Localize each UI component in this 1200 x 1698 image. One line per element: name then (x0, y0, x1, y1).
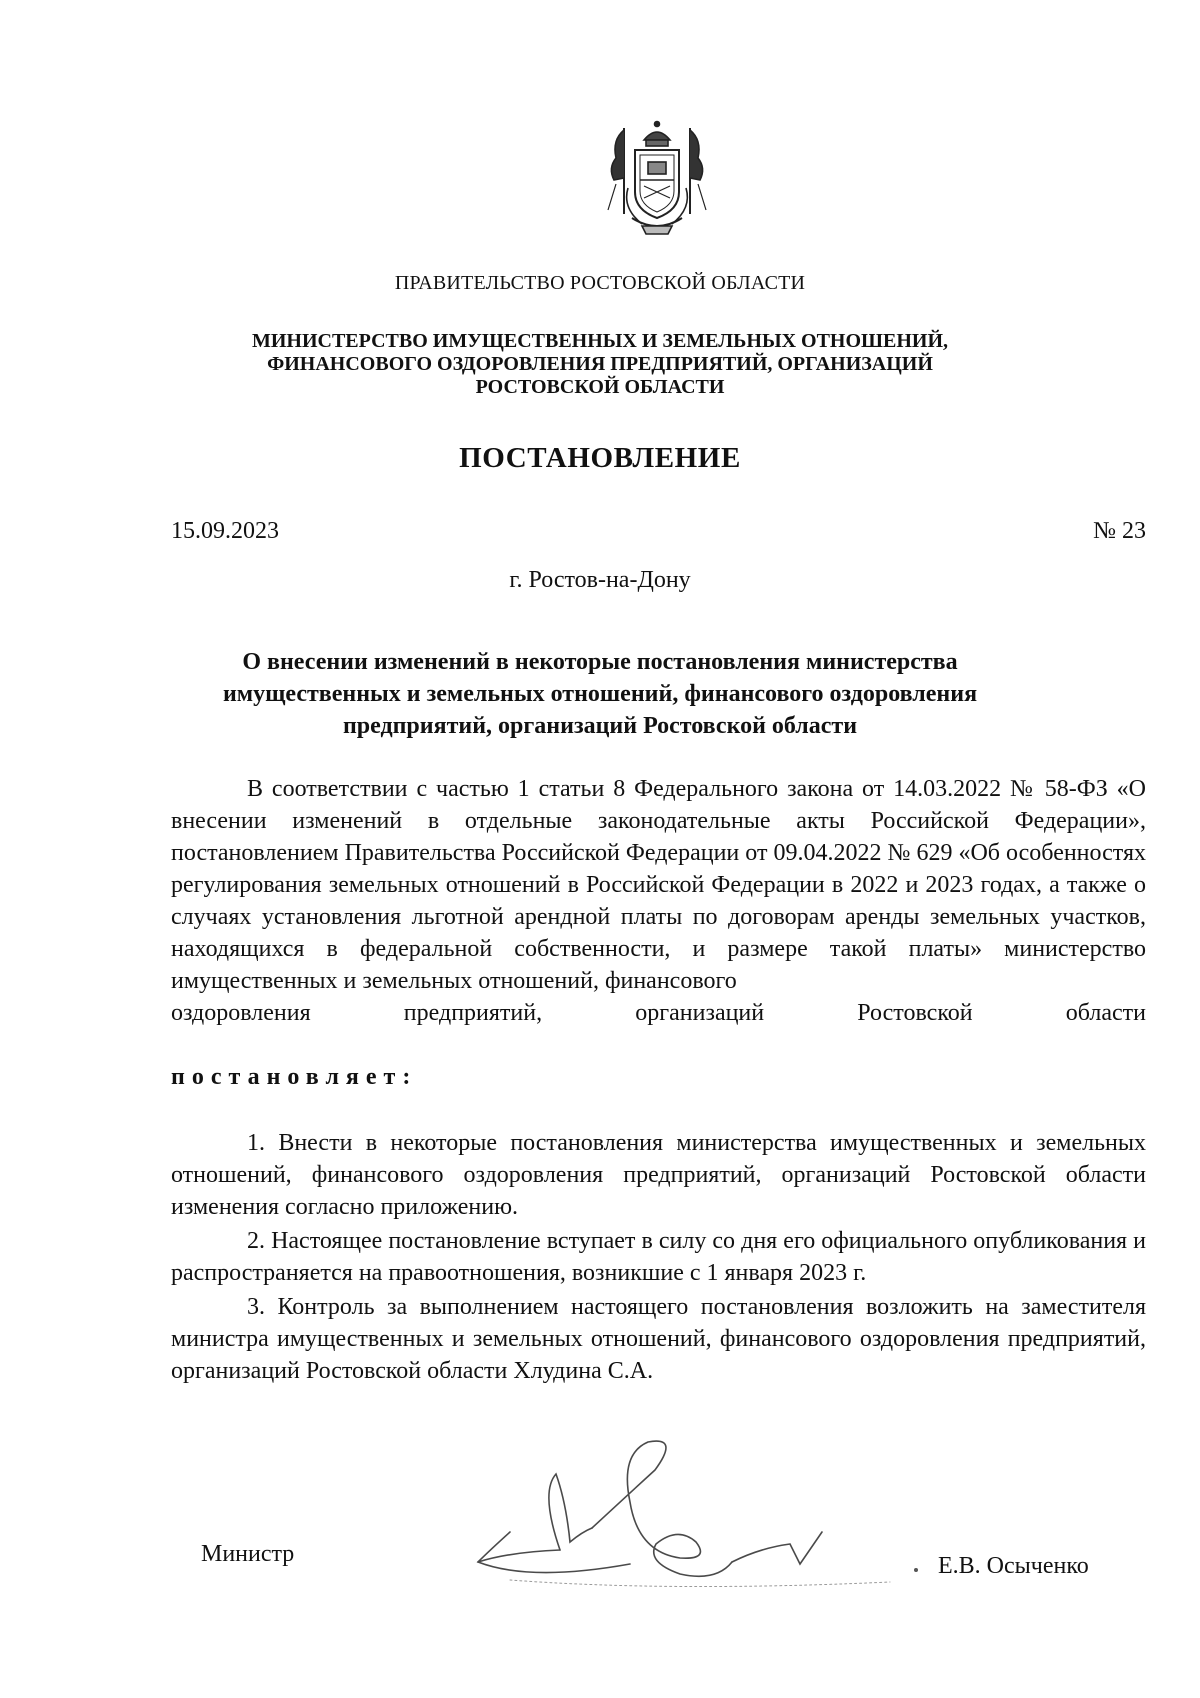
resolve-word: постановляет: (171, 1064, 418, 1090)
handwritten-signature-icon (470, 1432, 920, 1602)
document-number: № 23 (1093, 518, 1146, 544)
subject-line: имущественных и земельных отношений, финансового оздоровления (222, 681, 978, 707)
signatory-name: Е.В. Осыченко (938, 1553, 1089, 1579)
ministry-line: ФИНАНСОВОГО ОЗДОРОВЛЕНИЯ ПРЕДПРИЯТИЙ, ОРГАНИЗАЦИЙ (267, 353, 933, 375)
ministry-line: РОСТОВСКОЙ ОБЛАСТИ (475, 376, 725, 398)
resolution-item-1: 1. Внести в некоторые постановления министерства имущественных и земельных отношений, финансового оздоровления предприятий, организаций Ростовской области изменения согласно приложению. (171, 1130, 1146, 1220)
signature-dot (914, 1568, 918, 1572)
ministry-name (160, 330, 1040, 399)
resolution-item-2: 2. Настоящее постановление вступает в силу со дня его официального опубликования и распространяется на правоотношения, возникшие с 1 января 2023 г. (171, 1228, 1146, 1286)
resolution-item-3: 3. Контроль за выполнением настоящего постановления возложить на заместителя министра имущественных и земельных отношений, финансового оздоровления предприятий, организаций Ростовской области Хлудина С.А. (171, 1294, 1146, 1384)
preamble-last-line: оздоровления предприятий, организаций Ростовской области (171, 1000, 1146, 1026)
government-name: ПРАВИТЕЛЬСТВО РОСТОВСКОЙ ОБЛАСТИ (394, 272, 806, 294)
preamble-text: В соответствии с частью 1 статьи 8 Федерального закона от 14.03.2022 № 58-ФЗ «О внесении изменений в отдельные законодательные акты Российской Федерации», постановлением Правительства Российской Федерации от 09.04.2022 № 629 «Об особенностях регулирования земельных отношений в Российской Федерации в 2022 и 2023 годах, а также о случаях установления льготной арендной платы по договорам аренды земельных участков, находящихся в федеральной собственности, и размере такой платы» министерство имущественных и земельных отношений, финансового (171, 776, 1146, 994)
ministry-line: МИНИСТЕРСТВО ИМУЩЕСТВЕННЫХ И ЗЕМЕЛЬНЫХ ОТНОШЕНИЙ, (251, 330, 949, 352)
preamble (171, 773, 1146, 1029)
document-city: г. Ростов-на-Дону (509, 567, 691, 593)
document-date: 15.09.2023 (171, 518, 279, 544)
subject-line: О внесении изменений в некоторые постановления министерства (242, 649, 958, 675)
document-subject (160, 646, 1040, 742)
resolution-items (171, 1127, 1146, 1389)
document-type-title: ПОСТАНОВЛЕНИЕ (459, 442, 741, 474)
signatory-role: Министр (201, 1541, 295, 1567)
subject-line: предприятий, организаций Ростовской области (342, 713, 858, 739)
coat-of-arms-icon (602, 118, 712, 240)
